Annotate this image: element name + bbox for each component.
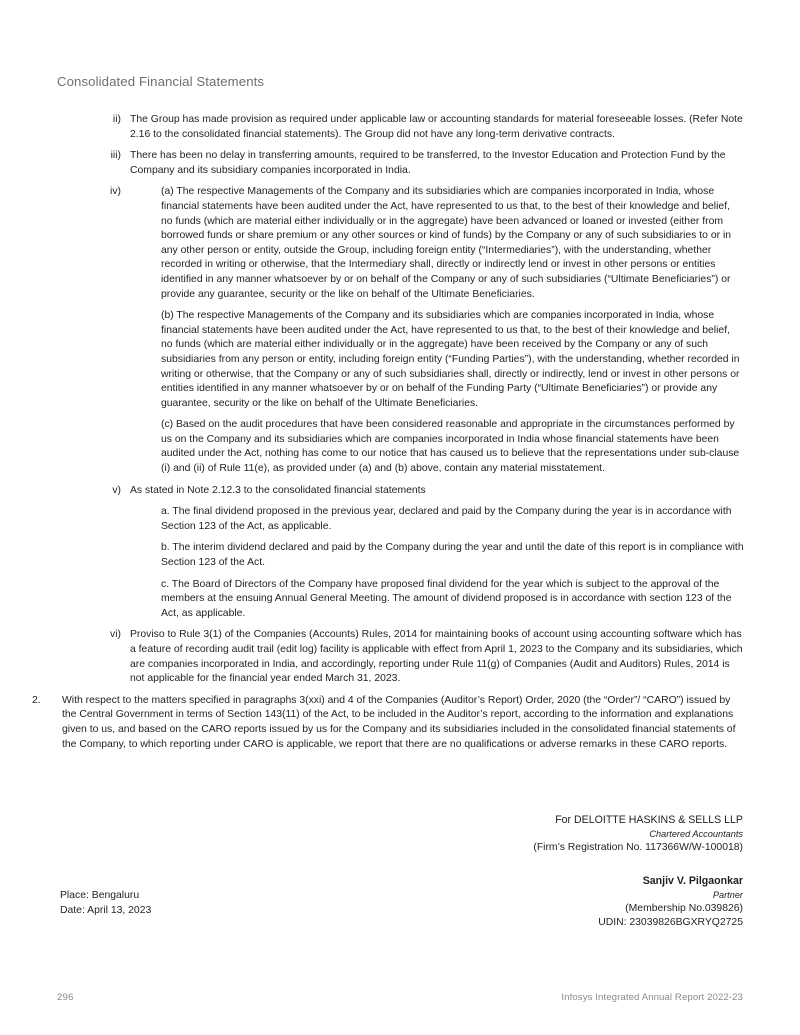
auditor-signature-block xyxy=(380,813,743,930)
clause-marker: iii) xyxy=(110,150,121,162)
clause-body xyxy=(62,694,744,752)
clause-v xyxy=(32,484,744,622)
clause-paragraph: With respect to the matters specified in paragraphs 3(xxi) and 4 of the Companies (Auditor’s Report) Order, 2020 (the “Order”/ “CARO”) issued by the Central Government in terms of Section 143(11) of the Act, to be included in the Auditor’s report, according to the information and explanations given to us, and based on the CARO reports issued by us for the Company and its subsidiaries included in the consolidated financial statements of the Company, to which reporting under CARO is applicable, we report that there are no qualifications or adverse remarks in these CARO reports. xyxy=(62,694,736,750)
signature-date: Date: April 13, 2023 xyxy=(60,904,152,916)
auditor-membership-number: (Membership No.039826) xyxy=(625,903,743,915)
clause-marker: v) xyxy=(112,484,121,496)
signature-spacer xyxy=(380,856,743,874)
clause-body xyxy=(130,185,744,476)
clause-paragraph: The Group has made provision as required under applicable law or accounting standards for material foreseeable losses. (Refer Note 2.16 to the consolidated financial statements). The Group did not have any long-term derivative contracts. xyxy=(130,114,743,140)
clause-ii xyxy=(32,113,744,142)
clause-marker: 2. xyxy=(32,694,41,706)
clause-vi xyxy=(32,628,744,686)
clause-paragraph-c: (c) Based on the audit procedures that have been considered reasonable and appropriate in the circumstances performed by us on the Company and its subsidiaries which are companies incorporated in India whose financial statements have been audited under the Act, nothing has come to our notice that has caused us to believe that the representations under sub-clause (i) and (ii) of Rule 11(e), as provided under (a) and (b) above, contain any material misstatement. xyxy=(161,419,740,475)
clause-iv xyxy=(32,185,744,476)
auditor-partner-name: Sanjiv V. Pilgaonkar xyxy=(642,874,743,887)
clause-body xyxy=(130,628,744,686)
clause-body xyxy=(130,484,744,622)
footer-page-number: 296 xyxy=(57,992,74,1003)
running-head: Consolidated Financial Statements xyxy=(57,74,265,89)
clause-body xyxy=(130,113,744,142)
auditor-firm-name: For DELOITTE HASKINS & SELLS LLP xyxy=(555,814,743,826)
clause-paragraph: There has been no delay in transferring amounts, required to be transferred, to the Investor Education and Protection Fund by the Company and its subsidiary companies incorporated in India. xyxy=(130,150,726,176)
clause-paragraph-b: (b) The respective Managements of the Company and its subsidiaries which are companies incorporated in India, whose financial statements have been audited under the Act, have represented to us that, to the best of their knowledge and belief, no funds (which are material either individually or in the aggregate) have been received by the Company or any of such subsidiaries from any person or entity, including foreign entity (“Funding Parties”), with the understanding, whether recorded in writing or otherwise, that the Company or any of such subsidiaries shall, directly or indirectly, lend or invest in other persons or entities identified in any manner whatsoever by or on behalf of the Funding Party (“Ultimate Beneficiaries”) or provide any guarantee, security or the like on behalf of the Ultimate Beneficiaries. xyxy=(161,310,740,409)
clause-2 xyxy=(32,694,744,752)
auditor-firm-designation: Chartered Accountants xyxy=(649,829,743,840)
clause-paragraph: Proviso to Rule 3(1) of the Companies (Accounts) Rules, 2014 for maintaining books of account using accounting software which has a feature of recording audit trail (edit log) facility is applicable with effect from April 1, 2023 to the Company and its subsidiaries, which are companies incorporated in India, and accordingly, reporting under Rule 11(g) of Companies (Audit and Auditors) Rules, 2014 is not applicable for the financial year ended March 31, 2023. xyxy=(130,629,743,685)
clause-paragraph-a: a. The final dividend proposed in the previous year, declared and paid by the Company during the year is in accordance with Section 123 of the Act, as applicable. xyxy=(161,506,732,532)
document-body xyxy=(32,113,744,752)
clause-paragraph-a: (a) The respective Managements of the Company and its subsidiaries which are companies incorporated in India, whose financial statements have been audited under the Act, have represented to us that, to the best of their knowledge and belief, no funds (which are material either individually or in the aggregate) have been advanced or loaned or invested (either from borrowed funds or share premium or any other sources or kind of funds) by the Company or any of such subsidiaries to or in any other person or entity, outside the Group, including foreign entity (“Intermediaries”), with the understanding, whether recorded in writing or otherwise, that the Intermediary shall, directly or indirectly lend or invest in other persons or entities identified in any manner whatsoever by or on behalf of the Company or any of such subsidiaries (“Ultimate Beneficiaries”) or provide any guarantee, security or the like on behalf of the Ultimate Beneficiaries. xyxy=(161,186,732,300)
auditor-udin: UDIN: 23039826BGXRYQ2725 xyxy=(598,917,743,929)
auditor-firm-registration: (Firm’s Registration No. 117366W/W-100018) xyxy=(533,842,743,854)
clause-iii xyxy=(32,149,744,178)
signature-place: Place: Bengaluru xyxy=(60,890,140,901)
clause-paragraph-c: c. The Board of Directors of the Company have proposed final dividend for the year which is subject to the approval of the members at the ensuing Annual General Meeting. The amount of dividend proposed is in accordance with section 123 of the Act, as applicable. xyxy=(161,578,732,619)
signature-place-date xyxy=(60,889,151,918)
clause-paragraph-b: b. The interim dividend declared and paid by the Company during the year and until the date of this report is in compliance with Section 123 of the Act. xyxy=(161,542,744,569)
footer-report-title: Infosys Integrated Annual Report 2022-23 xyxy=(561,992,743,1003)
auditor-partner-role: Partner xyxy=(712,889,743,900)
clause-marker: ii) xyxy=(112,114,121,125)
clause-body xyxy=(130,149,744,178)
clause-marker: vi) xyxy=(110,629,121,641)
clause-marker: iv) xyxy=(110,186,121,198)
clause-paragraph: As stated in Note 2.12.3 to the consolidated financial statements xyxy=(130,484,426,496)
